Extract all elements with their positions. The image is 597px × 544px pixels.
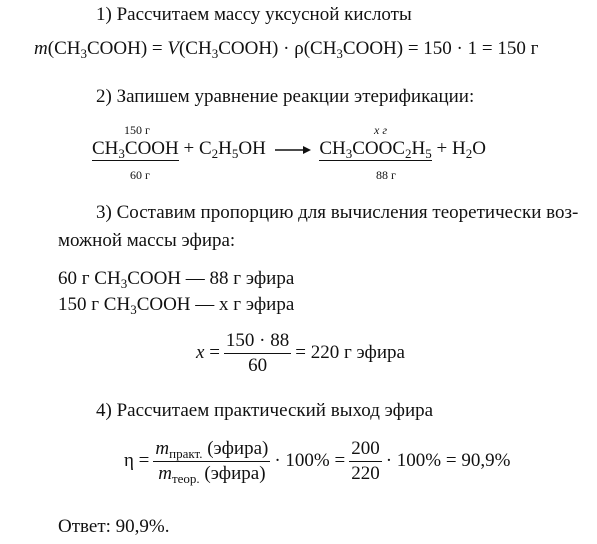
answer: Ответ: 90,9%. (58, 516, 170, 537)
numeric-fraction: $\frac{200}{220}$ (351, 437, 380, 484)
step3-heading-line1: 3) Составим пропорцию для вычисления теоретически воз- (96, 202, 579, 223)
x-calculation: x = $\frac{150 \cdot 88}{60}$ = 220 г эфира (196, 329, 405, 376)
acetic-acid: $CH_3COOH$ (92, 138, 179, 161)
ester-molar-label: 88 г (376, 168, 396, 182)
water: $H_2O$ (452, 138, 486, 161)
yield-calculation: η = $\frac{m_{практ.} (эфира)}{m_{теор.} (эфира)}$ · 100% = $\frac{200}{220}$ · 100% = 90,9% (124, 437, 511, 486)
ethyl-acetate: $CH_3COOC_2H_5$ (319, 138, 432, 161)
step3-heading-line2: можной массы эфира: (58, 230, 236, 251)
acid-mass-label: 150 г (124, 123, 150, 137)
reaction-arrow-icon (273, 144, 313, 156)
proportion-line2: 150 г $CH_3COOH$ — x г эфира (58, 294, 295, 317)
yield-fraction: $\frac{m_{практ.} (эфира)}{m_{теор.} (эфира)}$ (155, 437, 269, 486)
ethanol: $C_2H_5OH$ (198, 138, 266, 161)
ester-mass-label: x г (374, 123, 388, 137)
step1-heading: 1) Рассчитаем массу уксусной кислоты (96, 4, 412, 25)
proportion-line1: 60 г $CH_3COOH$ — 88 г эфира (58, 268, 295, 291)
step1-formula: $m(CH_3COOH)$ = $V(CH_3COOH)$ · $\rho(CH_3COOH) = 150 \cdot 1 = 150$ г (34, 38, 539, 61)
x-fraction: $\frac{150 \cdot 88}{60}$ (225, 329, 290, 376)
step4-heading: 4) Рассчитаем практический выход эфира (96, 400, 434, 421)
reaction-equation: $CH_3COOH + C_2H_5OH$ $CH_3COOC_2H_5 + H_2O$ (92, 138, 486, 161)
acid-molar-label: 60 г (130, 168, 150, 182)
step2-heading: 2) Запишем уравнение реакции этерификации: (96, 86, 475, 107)
